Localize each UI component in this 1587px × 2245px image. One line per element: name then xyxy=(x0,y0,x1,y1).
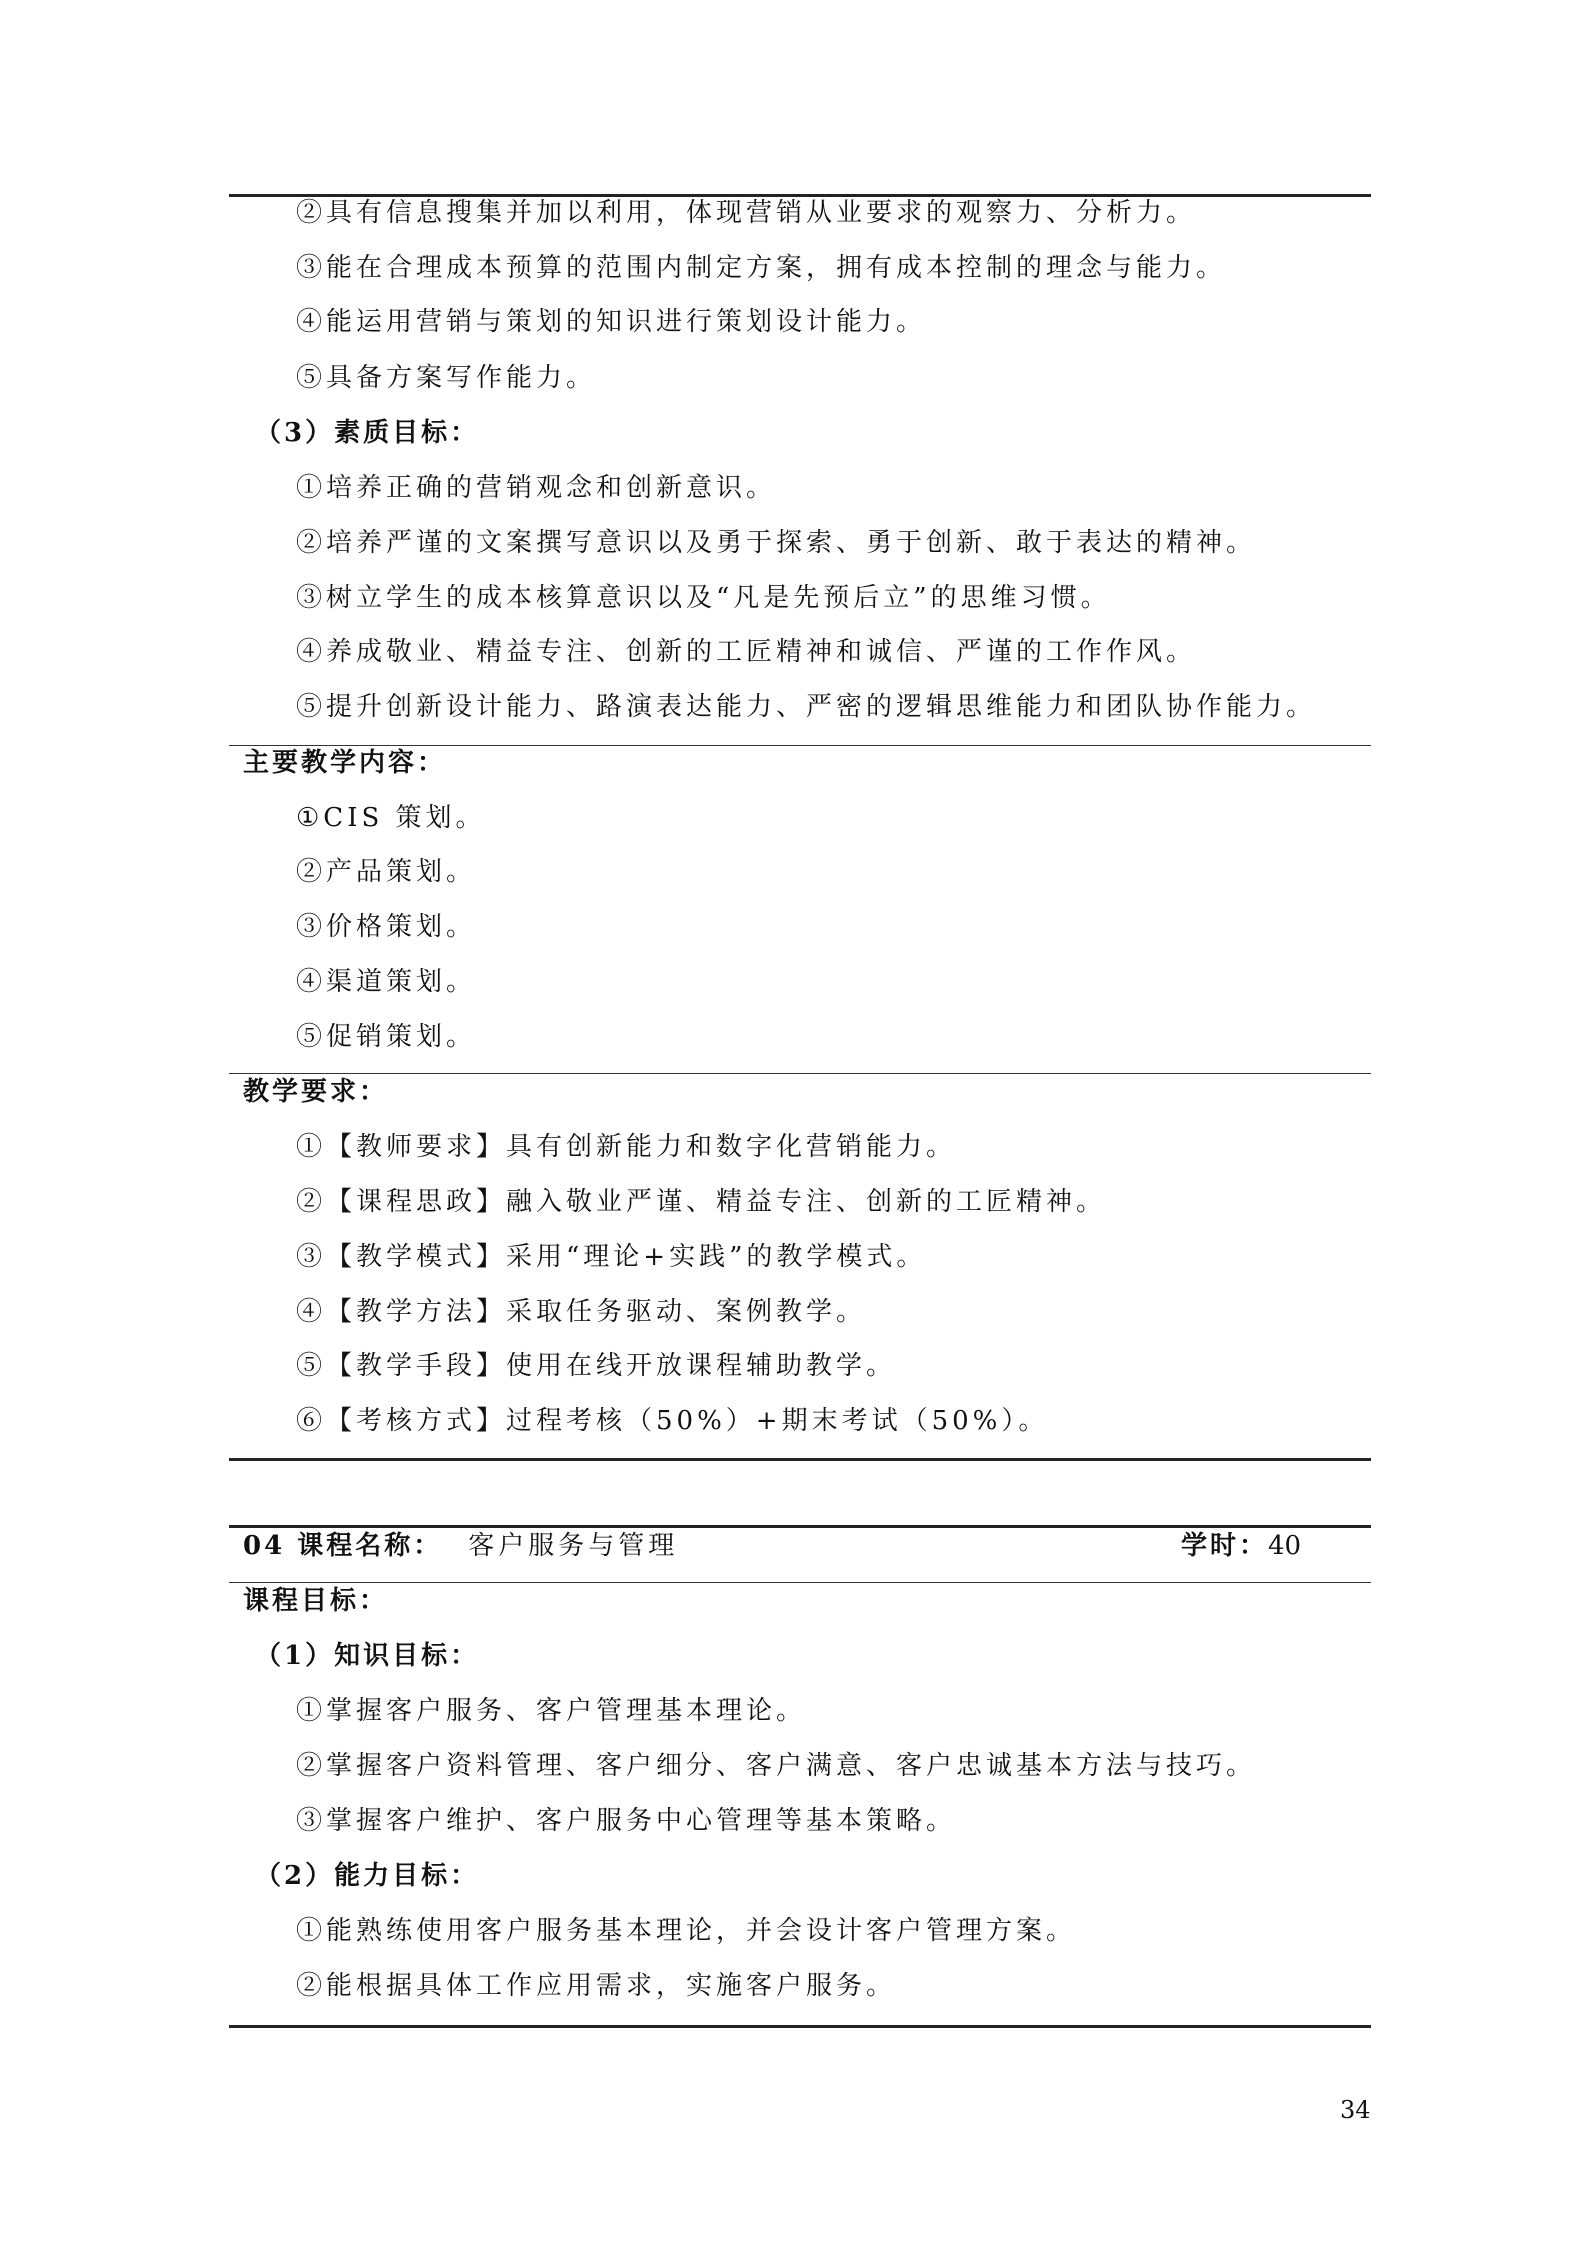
table-bottom-rule xyxy=(229,1458,1371,1461)
quality-goals-heading: （3）素质目标： xyxy=(255,418,480,448)
teaching-requirements-heading: 教学要求： xyxy=(243,1077,389,1107)
knowledge-item-3: ③掌握客户维护、客户服务中心管理等基本策略。 xyxy=(296,1806,957,1836)
course-name-label: 04 课程名称： xyxy=(243,1531,443,1561)
hours-value: 40 xyxy=(1268,1531,1302,1561)
quality-item-1: ①培养正确的营销观念和创新意识。 xyxy=(296,473,777,503)
teaching-content-heading: 主要教学内容： xyxy=(243,748,447,778)
content-item-4: ④渠道策划。 xyxy=(296,967,477,997)
section-divider xyxy=(229,745,1371,746)
course-name-row xyxy=(243,1530,678,1562)
ability-goals-heading: （2）能力目标： xyxy=(255,1861,480,1891)
requirement-item-2: ②【课程思政】融入敬业严谨、精益专注、创新的工匠精神。 xyxy=(296,1187,1107,1217)
content-item-2: ②产品策划。 xyxy=(296,857,477,887)
requirement-item-3: ③【教学模式】采用“理论+实践”的教学模式。 xyxy=(296,1242,927,1272)
content-item-3: ③价格策划。 xyxy=(296,912,477,942)
course-hours xyxy=(1181,1530,1301,1562)
ability-item-2: ②具有信息搜集并加以利用，体现营销从业要求的观察力、分析力。 xyxy=(296,198,1197,228)
knowledge-goals-heading: （1）知识目标： xyxy=(255,1641,480,1671)
requirement-item-4: ④【教学方法】采取任务驱动、案例教学。 xyxy=(296,1297,867,1327)
requirement-item-6: ⑥【考核方式】过程考核（50%）+期末考试（50%）。 xyxy=(296,1406,1049,1436)
content-item-1: ①CIS 策划。 xyxy=(296,803,486,833)
ability-item-1: ①能熟练使用客户服务基本理论，并会设计客户管理方案。 xyxy=(296,1916,1077,1946)
course-goals-heading: 课程目标： xyxy=(243,1586,389,1616)
knowledge-item-1: ①掌握客户服务、客户管理基本理论。 xyxy=(296,1696,807,1726)
ability-item-4: ④能运用营销与策划的知识进行策划设计能力。 xyxy=(296,307,927,337)
section-divider xyxy=(229,1582,1371,1583)
section-divider xyxy=(229,1073,1371,1074)
quality-item-5: ⑤提升创新设计能力、路演表达能力、严密的逻辑思维能力和团队协作能力。 xyxy=(296,692,1317,722)
requirement-item-1: ①【教师要求】具有创新能力和数字化营销能力。 xyxy=(296,1132,957,1162)
hours-label: 学时： xyxy=(1181,1531,1269,1561)
ability-item-2: ②能根据具体工作应用需求，实施客户服务。 xyxy=(296,1971,897,2001)
page-number: 34 xyxy=(1340,2096,1371,2124)
content-item-5: ⑤促销策划。 xyxy=(296,1022,477,1052)
quality-item-4: ④养成敬业、精益专注、创新的工匠精神和诚信、严谨的工作作风。 xyxy=(296,637,1197,667)
course-name-value: 客户服务与管理 xyxy=(468,1531,679,1561)
requirement-item-5: ⑤【教学手段】使用在线开放课程辅助教学。 xyxy=(296,1351,897,1381)
ability-item-3: ③能在合理成本预算的范围内制定方案，拥有成本控制的理念与能力。 xyxy=(296,253,1227,283)
quality-item-3: ③树立学生的成本核算意识以及“凡是先预后立”的思维习惯。 xyxy=(296,583,1111,613)
ability-item-5: ⑤具备方案写作能力。 xyxy=(296,363,597,393)
quality-item-2: ②培养严谨的文案撰写意识以及勇于探索、勇于创新、敢于表达的精神。 xyxy=(296,528,1257,558)
knowledge-item-2: ②掌握客户资料管理、客户细分、客户满意、客户忠诚基本方法与技巧。 xyxy=(296,1751,1257,1781)
table-bottom-rule xyxy=(229,2025,1371,2028)
table-top-rule xyxy=(229,1525,1371,1528)
